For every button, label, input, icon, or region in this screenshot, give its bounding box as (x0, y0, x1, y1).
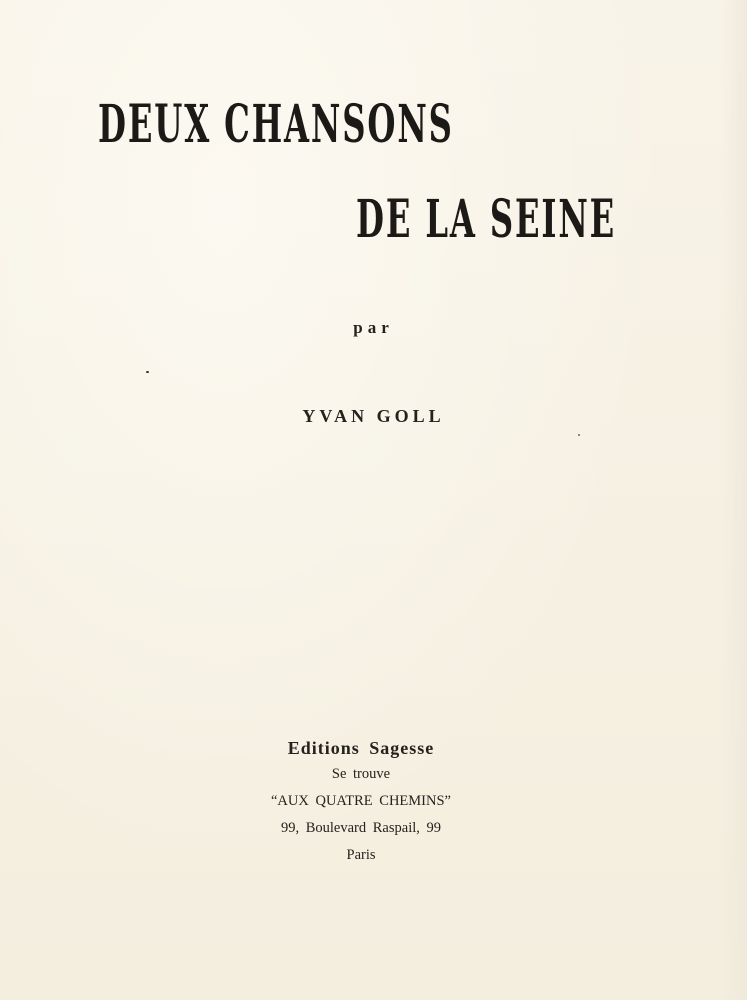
byline: par (353, 318, 394, 337)
imprint-city: Paris (346, 847, 376, 863)
imprint-line-2: “AUX QUATRE CHEMINS” (271, 793, 451, 809)
page-edge-shading (719, 0, 747, 1000)
imprint-line-1: Se trouve (331, 766, 391, 782)
title-line-1: DEUX CHANSONS (98, 94, 454, 155)
imprint-address: 99, Boulevard Raspail, 99 (280, 820, 442, 836)
title-line-2: DE LA SEINE (356, 189, 617, 250)
ink-speck (578, 434, 580, 436)
author-name: YVAN GOLL (302, 406, 445, 426)
ink-speck (146, 371, 149, 373)
publisher-name: Editions Sagesse (287, 738, 435, 758)
imprint-block (0, 735, 722, 869)
